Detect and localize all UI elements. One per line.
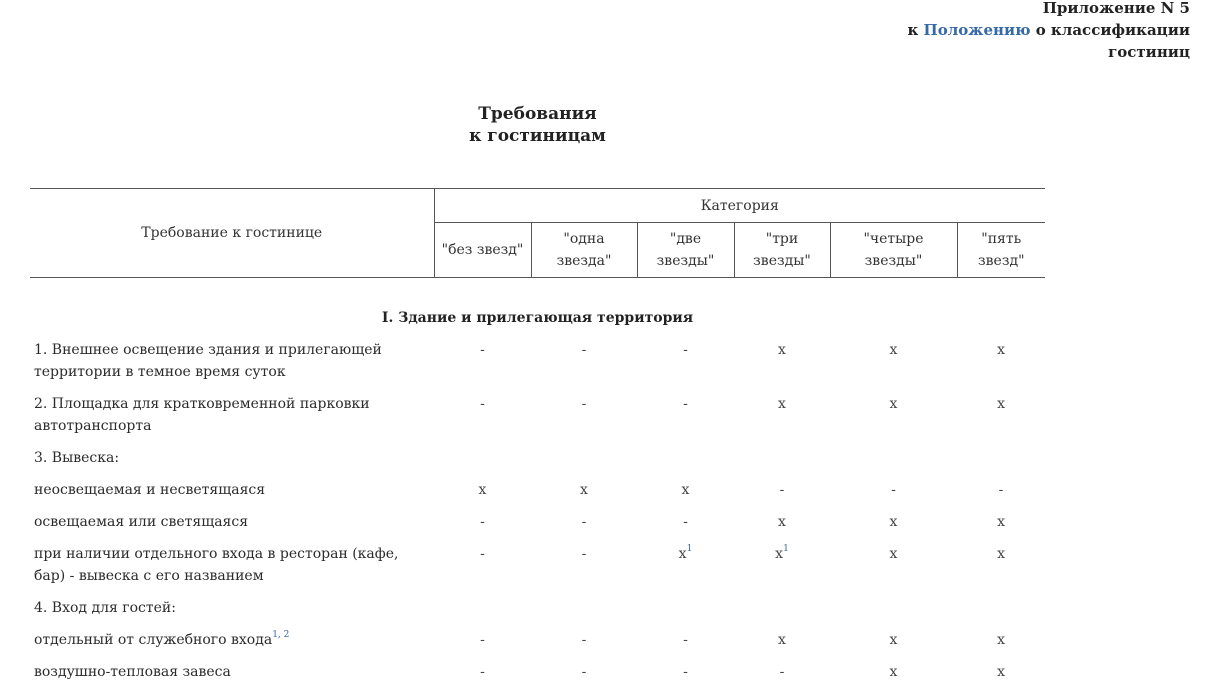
value-mark: x — [778, 396, 786, 412]
category-value — [434, 388, 531, 442]
value-mark: - — [480, 632, 485, 648]
value-mark: - — [683, 632, 688, 648]
category-value — [830, 442, 957, 474]
table-row — [30, 656, 1045, 688]
category-column-header — [434, 223, 531, 278]
category-value — [830, 334, 957, 388]
requirement-text: 1. Внешнее освещение здания и прилегающей территории в темное время суток — [34, 342, 382, 380]
category-value — [434, 538, 531, 592]
category-label-line2: звезда" — [556, 253, 612, 269]
category-label-line1: "три — [765, 231, 799, 247]
category-value — [637, 592, 734, 624]
value-mark: - — [779, 482, 785, 498]
regulation-link[interactable]: Положению — [923, 21, 1031, 39]
title-line-1: Требования — [478, 104, 597, 124]
category-label-line2: звезды" — [753, 253, 811, 269]
value-mark: - — [581, 396, 587, 412]
value-mark: x — [775, 546, 784, 562]
category-value — [957, 474, 1045, 506]
table-row — [30, 624, 1045, 656]
category-value — [830, 656, 957, 688]
table-row — [30, 474, 1045, 506]
category-label-line1: "две — [669, 231, 702, 247]
category-value — [434, 592, 531, 624]
category-value — [830, 538, 957, 592]
value-mark: x — [681, 482, 690, 498]
value-mark: x — [997, 664, 1005, 680]
category-label-line2: звезд" — [978, 253, 1025, 269]
category-value — [637, 388, 734, 442]
table-row — [30, 388, 1045, 442]
value-mark: - — [998, 482, 1004, 498]
value-mark: x — [997, 514, 1005, 530]
category-value — [531, 538, 637, 592]
value-mark: - — [581, 514, 587, 530]
category-value — [957, 334, 1045, 388]
value-mark: - — [480, 664, 485, 680]
category-column-header — [531, 223, 637, 278]
appendix-note — [907, 0, 1190, 63]
category-value — [830, 388, 957, 442]
requirement-label — [30, 592, 434, 624]
requirement-text: воздушно-тепловая завеса — [34, 664, 231, 680]
requirement-label — [30, 442, 434, 474]
table-row — [30, 334, 1045, 388]
value-mark: - — [779, 664, 785, 680]
category-value — [531, 506, 637, 538]
category-value — [830, 624, 957, 656]
category-label-line1: "пять — [981, 231, 1022, 247]
appendix-reference — [907, 19, 1190, 41]
category-value — [531, 388, 637, 442]
appendix-number: Приложение N 5 — [1042, 0, 1190, 17]
category-value — [531, 592, 637, 624]
category-value — [531, 656, 637, 688]
requirement-label — [30, 334, 434, 388]
value-mark: - — [480, 514, 485, 530]
value-mark: x — [997, 546, 1005, 562]
category-value — [434, 656, 531, 688]
value-mark: - — [480, 396, 485, 412]
value-mark: x — [889, 664, 898, 680]
value-mark: x — [889, 546, 898, 562]
requirement-text: 2. Площадка для кратковременной парковки автотранспорта — [34, 396, 370, 434]
requirement-label — [30, 656, 434, 688]
category-value — [957, 656, 1045, 688]
value-mark: x — [778, 342, 786, 358]
category-value — [734, 506, 830, 538]
category-header: Категория — [434, 189, 1045, 223]
category-value — [734, 334, 830, 388]
category-value — [734, 442, 830, 474]
footnote-ref[interactable]: 1 — [686, 544, 693, 554]
category-value — [734, 624, 830, 656]
section-heading: I. Здание и прилегающая территория — [381, 309, 694, 326]
category-value — [830, 592, 957, 624]
footnote-ref[interactable]: 1, 2 — [272, 630, 290, 640]
category-value — [734, 474, 830, 506]
value-mark: - — [581, 664, 587, 680]
category-column-header — [957, 223, 1045, 278]
category-value — [957, 624, 1045, 656]
category-value — [637, 624, 734, 656]
category-value — [434, 442, 531, 474]
requirement-text: 4. Вход для гостей: — [34, 600, 176, 616]
value-mark: x — [678, 546, 687, 562]
appendix-suffix: о классификации — [1030, 21, 1190, 39]
value-mark: x — [478, 482, 487, 498]
requirements-table — [30, 188, 1045, 688]
requirement-text: при наличии отдельного входа в ресторан (кафе, бар) - вывеска с его названием — [34, 546, 399, 584]
category-value — [734, 656, 830, 688]
requirement-text: отдельный от служебного входа — [34, 632, 273, 648]
value-mark: x — [580, 482, 588, 498]
category-value — [434, 506, 531, 538]
requirement-column-header: Требование к гостинице — [30, 189, 434, 278]
value-mark: x — [778, 632, 786, 648]
category-value — [531, 624, 637, 656]
value-mark: - — [891, 482, 896, 498]
value-mark: - — [683, 664, 688, 680]
category-value — [957, 442, 1045, 474]
table-row — [30, 538, 1045, 592]
category-column-header — [637, 223, 734, 278]
value-mark: x — [997, 632, 1005, 648]
category-value — [531, 334, 637, 388]
value-mark: - — [480, 546, 485, 562]
category-value — [637, 506, 734, 538]
requirement-text: освещаемая или светящаяся — [34, 514, 249, 530]
value-mark: - — [581, 546, 587, 562]
value-mark: - — [480, 342, 485, 358]
value-mark: - — [683, 396, 688, 412]
category-label-line2: звезды" — [864, 253, 923, 269]
value-mark: - — [683, 342, 688, 358]
category-value — [734, 538, 830, 592]
requirement-label — [30, 388, 434, 442]
category-value — [957, 388, 1045, 442]
requirement-text: неосвещаемая и несветящаяся — [34, 482, 266, 498]
category-value — [957, 538, 1045, 592]
category-label-line1: "четыре — [863, 231, 924, 247]
value-mark: x — [889, 514, 898, 530]
value-mark: - — [683, 514, 688, 530]
value-mark: x — [889, 396, 898, 412]
category-value — [957, 592, 1045, 624]
table-row — [30, 506, 1045, 538]
value-mark: - — [581, 342, 587, 358]
requirement-label — [30, 538, 434, 592]
category-value — [531, 442, 637, 474]
value-mark: - — [581, 632, 587, 648]
category-value — [434, 624, 531, 656]
value-mark: x — [997, 396, 1005, 412]
category-value — [734, 592, 830, 624]
category-value — [734, 388, 830, 442]
footnote-ref[interactable]: 1 — [783, 544, 789, 554]
category-value — [434, 334, 531, 388]
appendix-line3: гостиниц — [1108, 43, 1190, 61]
category-value — [957, 506, 1045, 538]
category-label-line2: звезды" — [656, 253, 715, 269]
value-mark: x — [997, 342, 1005, 358]
category-value — [637, 334, 734, 388]
category-value — [531, 474, 637, 506]
table-row — [30, 592, 1045, 624]
category-value — [434, 474, 531, 506]
category-value — [637, 474, 734, 506]
requirement-text: 3. Вывеска: — [34, 450, 120, 466]
value-mark: x — [889, 342, 898, 358]
value-mark: x — [889, 632, 898, 648]
requirement-label — [30, 474, 434, 506]
value-mark: x — [778, 514, 786, 530]
requirement-label — [30, 506, 434, 538]
category-value — [637, 656, 734, 688]
category-column-header — [830, 223, 957, 278]
category-value — [637, 442, 734, 474]
category-value — [637, 538, 734, 592]
requirement-label — [30, 624, 434, 656]
table-row — [30, 442, 1045, 474]
category-value — [830, 474, 957, 506]
document-title — [30, 103, 1045, 147]
category-label-line1: "без звезд" — [441, 242, 524, 258]
category-column-header — [734, 223, 830, 278]
appendix-prefix: к — [907, 21, 924, 39]
category-value — [830, 506, 957, 538]
category-label-line1: "одна — [563, 231, 605, 247]
title-line-2: к гостиницам — [469, 126, 606, 146]
